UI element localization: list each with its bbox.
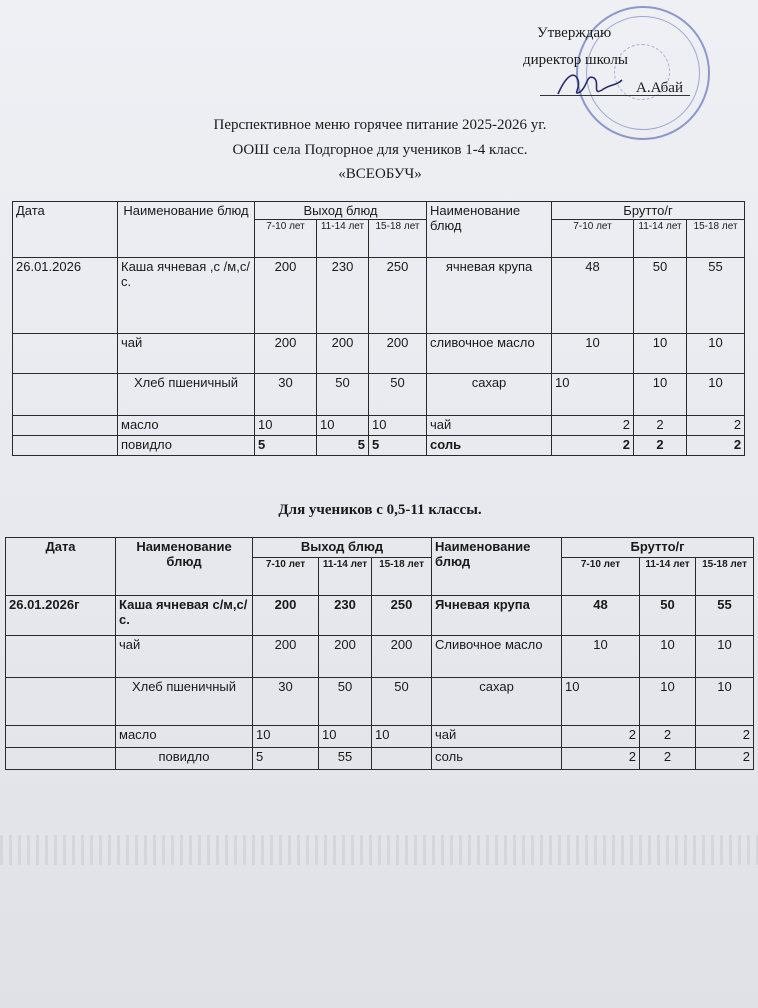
cell-date xyxy=(13,416,118,436)
cell-yield-3: 10 xyxy=(372,726,432,748)
cell-yield-3: 250 xyxy=(372,596,432,636)
header-gross-age-11-14: 11-14 лет xyxy=(634,220,687,258)
cell-gross-3: 55 xyxy=(696,596,754,636)
cell-yield-3: 50 xyxy=(369,374,427,416)
cell-yield-2: 230 xyxy=(317,258,369,334)
table-row xyxy=(13,334,745,374)
cell-gross-1: 48 xyxy=(552,258,634,334)
header-date: Дата xyxy=(6,538,116,596)
cell-yield-3: 5 xyxy=(369,436,427,456)
cell-gross-3: 10 xyxy=(696,636,754,678)
cell-ingredient: сахар xyxy=(427,374,552,416)
cell-yield-1: 200 xyxy=(253,636,319,678)
cell-gross-1: 2 xyxy=(552,436,634,456)
cell-gross-2: 2 xyxy=(640,726,696,748)
cell-dish: Хлеб пшеничный xyxy=(118,374,255,416)
cell-date xyxy=(6,636,116,678)
header-date: Дата xyxy=(13,202,118,258)
header-gross-age-11-14: 11-14 лет xyxy=(640,558,696,596)
cell-date: 26.01.2026г xyxy=(6,596,116,636)
program-title: «ВСЕОБУЧ» xyxy=(338,166,422,182)
header-gross: Брутто/г xyxy=(552,202,745,220)
cell-dish: повидло xyxy=(116,748,253,770)
cell-yield-2: 50 xyxy=(319,678,372,726)
cell-gross-1: 10 xyxy=(552,374,634,416)
cell-yield-2: 55 xyxy=(319,748,372,770)
school-title: ООШ села Подгорное для учеников 1-4 класс. xyxy=(232,142,528,158)
cell-dish: Хлеб пшеничный xyxy=(116,678,253,726)
header-dish-name: Наименование блюд xyxy=(118,202,255,258)
header-yield-age-7-10: 7-10 лет xyxy=(255,220,317,258)
cell-dish: чай xyxy=(118,334,255,374)
table-row xyxy=(6,636,754,678)
menu-table-grades-1-4 xyxy=(12,201,745,456)
cell-yield-1: 10 xyxy=(253,726,319,748)
cell-yield-1: 30 xyxy=(253,678,319,726)
cell-gross-3: 10 xyxy=(696,678,754,726)
cell-yield-3: 50 xyxy=(372,678,432,726)
cell-yield-3: 200 xyxy=(372,636,432,678)
table-row xyxy=(13,258,745,334)
cell-gross-2: 2 xyxy=(640,748,696,770)
header-yield-age-11-14: 11-14 лет xyxy=(317,220,369,258)
header-gross-age-15-18: 15-18 лет xyxy=(696,558,754,596)
table-row xyxy=(6,678,754,726)
header-dish-name: Наименование блюд xyxy=(116,538,253,596)
cell-date xyxy=(6,678,116,726)
cell-ingredient: сахар xyxy=(432,678,562,726)
cell-ingredient: Ячневая крупа xyxy=(432,596,562,636)
table-row xyxy=(6,726,754,748)
cell-date xyxy=(6,748,116,770)
cell-ingredient: Сливочное масло xyxy=(432,636,562,678)
signature-line xyxy=(540,95,690,96)
cell-gross-3: 2 xyxy=(687,436,745,456)
table-row xyxy=(13,436,745,456)
cell-gross-2: 10 xyxy=(640,678,696,726)
cell-dish: Каша ячневая ,с /м,с/с. xyxy=(118,258,255,334)
cell-yield-2: 50 xyxy=(317,374,369,416)
print-artifact xyxy=(0,835,758,865)
cell-ingredient: чай xyxy=(432,726,562,748)
cell-ingredient: соль xyxy=(432,748,562,770)
cell-gross-3: 2 xyxy=(696,726,754,748)
director-signature xyxy=(556,66,626,102)
cell-gross-1: 2 xyxy=(562,748,640,770)
header-yield-age-15-18: 15-18 лет xyxy=(372,558,432,596)
menu-title: Перспективное меню горячее питание 2025-2026 уг. xyxy=(213,117,547,133)
table-row xyxy=(13,374,745,416)
cell-date xyxy=(13,374,118,416)
cell-yield-1: 200 xyxy=(255,334,317,374)
cell-dish: масло xyxy=(116,726,253,748)
cell-yield-2: 10 xyxy=(319,726,372,748)
cell-ingredient: чай xyxy=(427,416,552,436)
cell-yield-1: 200 xyxy=(253,596,319,636)
cell-dish: масло xyxy=(118,416,255,436)
header-gross-age-15-18: 15-18 лет xyxy=(687,220,745,258)
cell-gross-1: 2 xyxy=(552,416,634,436)
cell-date: 26.01.2026 xyxy=(13,258,118,334)
cell-yield-1: 5 xyxy=(253,748,319,770)
header-yield-age-11-14: 11-14 лет xyxy=(319,558,372,596)
cell-gross-3: 10 xyxy=(687,334,745,374)
cell-yield-1: 10 xyxy=(255,416,317,436)
cell-gross-3: 10 xyxy=(687,374,745,416)
cell-gross-2: 50 xyxy=(634,258,687,334)
cell-gross-2: 50 xyxy=(640,596,696,636)
header-yield-age-15-18: 15-18 лет xyxy=(369,220,427,258)
cell-gross-3: 2 xyxy=(687,416,745,436)
header-ingredient-name: Наименование блюд xyxy=(432,538,562,596)
cell-gross-3: 2 xyxy=(696,748,754,770)
cell-dish: повидло xyxy=(118,436,255,456)
cell-yield-1: 5 xyxy=(255,436,317,456)
cell-yield-1: 200 xyxy=(255,258,317,334)
cell-yield-2: 200 xyxy=(319,636,372,678)
cell-date xyxy=(6,726,116,748)
cell-dish: чай xyxy=(116,636,253,678)
header-yield-age-7-10: 7-10 лет xyxy=(253,558,319,596)
cell-ingredient: ячневая крупа xyxy=(427,258,552,334)
cell-ingredient: сливочное масло xyxy=(427,334,552,374)
table-row xyxy=(6,596,754,636)
cell-dish: Каша ячневая с/м,с/с. xyxy=(116,596,253,636)
menu-table-grades-0-11 xyxy=(5,537,754,770)
cell-yield-3: 10 xyxy=(369,416,427,436)
cell-gross-2: 10 xyxy=(634,374,687,416)
cell-yield-2: 230 xyxy=(319,596,372,636)
section-subtitle: Для учеников с 0,5-11 классы. xyxy=(278,502,482,518)
header-yield: Выход блюд xyxy=(253,538,432,558)
cell-date xyxy=(13,334,118,374)
cell-gross-1: 2 xyxy=(562,726,640,748)
cell-gross-1: 10 xyxy=(552,334,634,374)
cell-gross-1: 48 xyxy=(562,596,640,636)
cell-gross-2: 2 xyxy=(634,416,687,436)
table-row xyxy=(6,748,754,770)
cell-yield-3: 250 xyxy=(369,258,427,334)
table-row xyxy=(13,416,745,436)
cell-date xyxy=(13,436,118,456)
approval-position: директор школы xyxy=(523,52,628,68)
cell-gross-1: 10 xyxy=(562,678,640,726)
approval-heading: Утверждаю xyxy=(537,25,612,41)
cell-gross-2: 10 xyxy=(640,636,696,678)
header-ingredient-name: Наименование блюд xyxy=(427,202,552,258)
header-yield: Выход блюд xyxy=(255,202,427,220)
cell-gross-2: 10 xyxy=(634,334,687,374)
cell-yield-3 xyxy=(372,748,432,770)
cell-yield-1: 30 xyxy=(255,374,317,416)
cell-gross-2: 2 xyxy=(634,436,687,456)
header-gross-age-7-10: 7-10 лет xyxy=(562,558,640,596)
cell-yield-3: 200 xyxy=(369,334,427,374)
cell-yield-2: 200 xyxy=(317,334,369,374)
header-gross-age-7-10: 7-10 лет xyxy=(552,220,634,258)
cell-yield-2: 10 xyxy=(317,416,369,436)
cell-gross-3: 55 xyxy=(687,258,745,334)
cell-gross-1: 10 xyxy=(562,636,640,678)
approval-signatory: А.Абай xyxy=(636,80,683,96)
cell-ingredient: соль xyxy=(427,436,552,456)
header-gross: Брутто/г xyxy=(562,538,754,558)
cell-yield-2: 5 xyxy=(317,436,369,456)
